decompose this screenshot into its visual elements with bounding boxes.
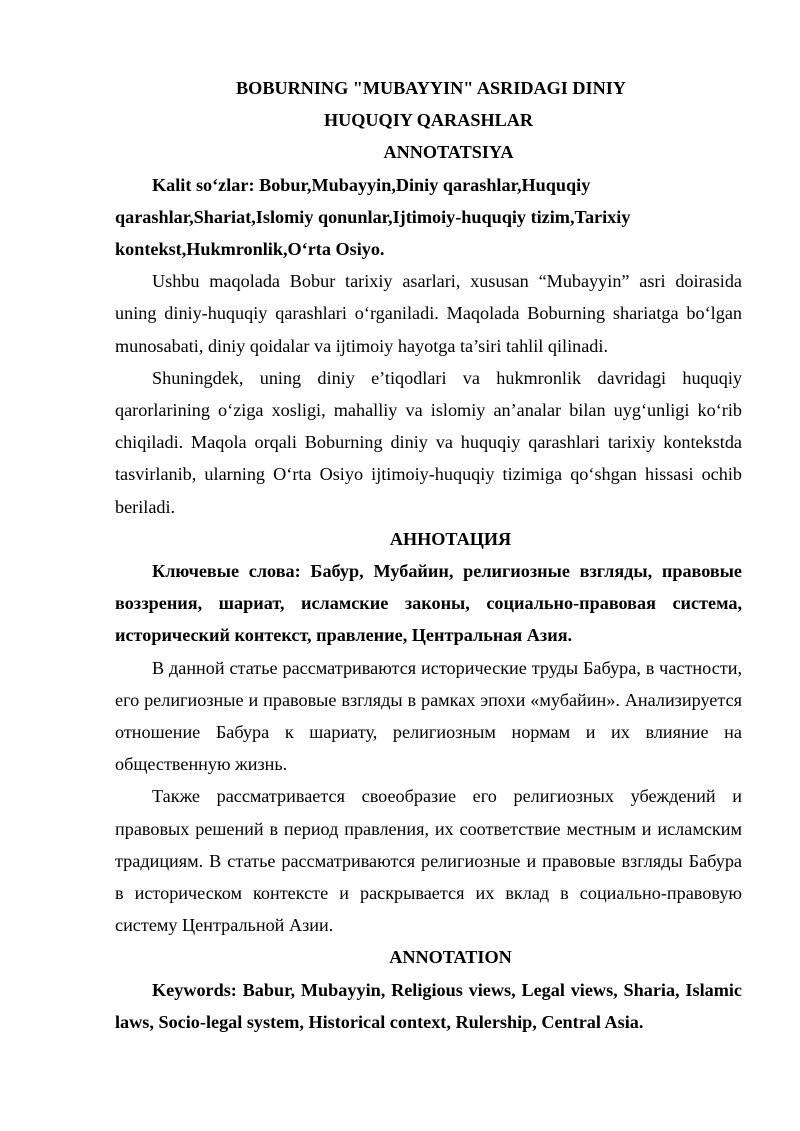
uzbek-annotation-section bbox=[115, 136, 742, 522]
article-title-line-1: BOBURNING "MUBAYYIN" ASRIDAGI DINIY bbox=[236, 78, 626, 98]
article-title-line-2: HUQUQIY QARASHLAR bbox=[323, 110, 533, 131]
english-annotation-section bbox=[115, 941, 742, 1038]
english-keywords: Keywords: Babur, Mubayyin, Religious views, Legal views, Sharia, Islamic laws, Socio-legal system, Historical context, Rulership, Central Asia. bbox=[115, 979, 742, 1032]
uzbek-paragraph-2: Shuningdek, uning diniy e’tiqodlari va hukmronlik davridagi huquqiy qarorlarining o‘ziga xosligi, mahalliy va islomiy an’analar bilan uyg‘unligi ko‘rib chiqiladi. Maqola orqali Boburning diniy va huquqiy qarashlari tarixiy kontekstda tasvirlanib, ularning O‘rta Osiyo ijtimoiy-huquqiy tizimiga qo‘shgan hissasi ochib beriladi. bbox=[115, 367, 742, 517]
russian-annotation-section bbox=[115, 523, 742, 942]
russian-paragraph-2: Также рассматривается своеобразие его религиозных убеждений и правовых решений в период правления, их соответствие местным и исламским традициям. В статье рассматриваются религиозные и правовые взгляды Бабура в историческом контексте и раскрывается их вклад в социально-правовую систему Центральной Азии. bbox=[115, 786, 742, 936]
russian-annotation-heading: АННОТАЦИЯ bbox=[389, 528, 512, 549]
uzbek-annotation-heading: ANNOTATSIYA bbox=[383, 142, 514, 163]
uzbek-paragraph-1: Ushbu maqolada Bobur tarixiy asarlari, xususan “Mubayyin” asri doirasida uning diniy-huquqiy qarashlari o‘rganiladi. Maqolada Boburning shariatga bo‘lgan munosabati, diniy qoidalar va ijtimoiy hayotga ta’siri tahlil qilinadi. bbox=[115, 271, 742, 356]
russian-keywords: Ключевые слова: Бабур, Мубайин, религиозные взгляды, правовые воззрения, шариат, исламские законы, социально-правовая система, исторический контекст, правление, Центральная Азия. bbox=[115, 561, 742, 646]
english-annotation-heading: ANNOTATION bbox=[389, 947, 512, 968]
russian-paragraph-1: В данной статье рассматриваются исторические труды Бабура, в частности, его религиозные и правовые взгляды в рамках эпохи «мубайин». Анализируется отношение Бабура к шариату, религиозным нормам и их влияние на общественную жизнь. bbox=[115, 657, 742, 775]
document-page bbox=[115, 72, 742, 1038]
uzbek-keywords: Kalit so‘zlar: Bobur,Mubayyin,Diniy qarashlar,Huquqiy qarashlar,Shariat,Islomiy qonunlar,Ijtimoiy-huquqiy tizim,Tarixiy kontekst,Hukmronlik,O‘rta Osiyo. bbox=[115, 174, 631, 260]
